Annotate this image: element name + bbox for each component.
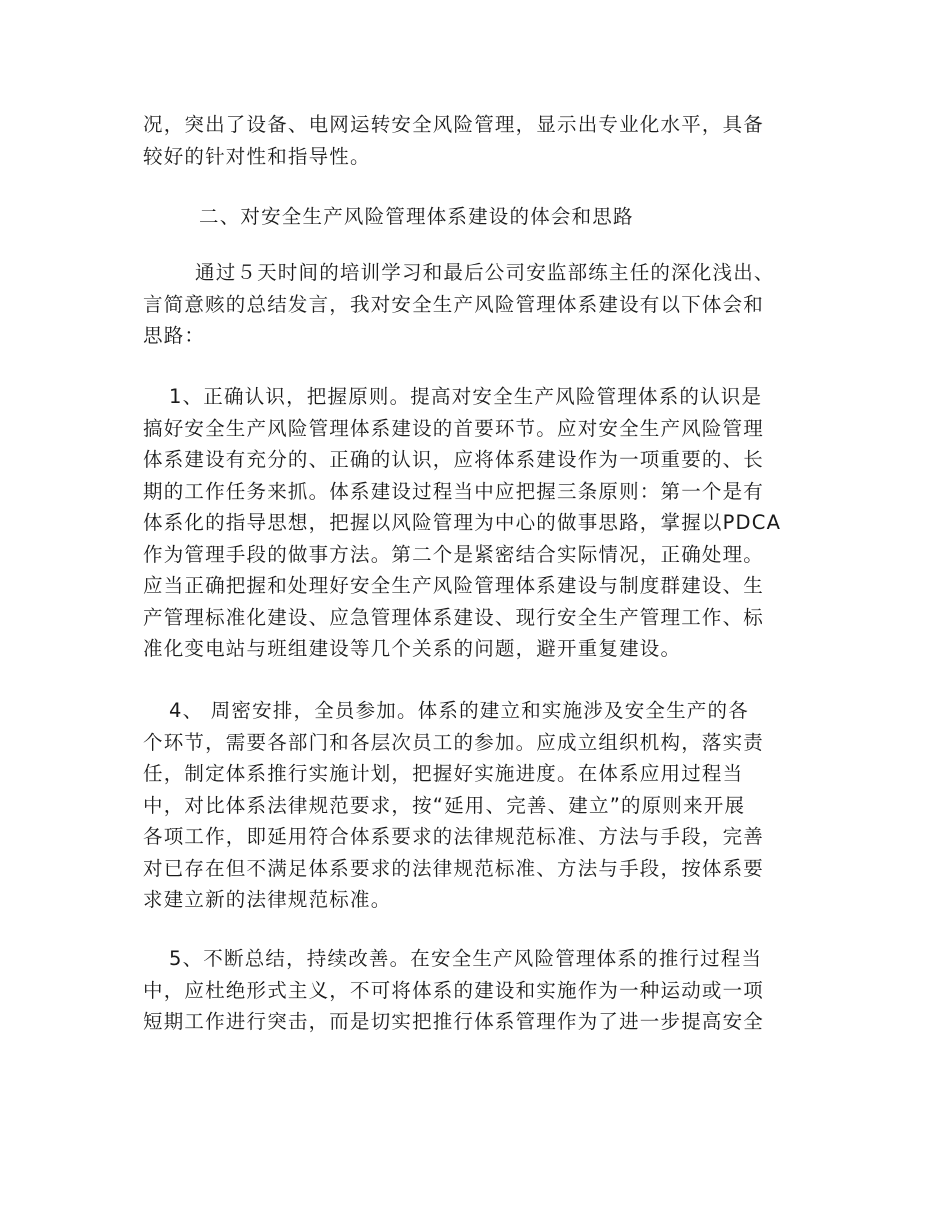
heading-text: 二、对安全生产风险管理体系建设的体会和思路 [199, 205, 634, 228]
text-line: 中，应杜绝形式主义，不可将体系的建设和实施作为一种运动或一项 [143, 978, 765, 1002]
text-line: 言简意赅的总结发言，我对安全生产风险管理体系建设有以下体会和 [143, 292, 765, 316]
text-line: 求建立新的法律规范标准。 [143, 888, 392, 911]
text-line: 短期工作进行突击，而是切实把推行体系管理作为了进一步提高安全 [143, 1010, 765, 1033]
paragraph-point-4 [143, 695, 813, 916]
text-line: 中，对比体系法律规范要求，按“延用、完善、建立”的原则来开展 [143, 793, 746, 817]
text-line: 对已存在但不满足体系要求的法律规范标准、方法与手段，按体系要 [143, 856, 765, 880]
text-line: 期的工作任务来抓。体系建设过程当中应把握三条原则：第一个是有 [143, 479, 765, 503]
text-line: 任，制定体系推行实施计划，把握好实施进度。在体系应用过程当 [143, 762, 744, 785]
text-line: 通过５天时间的培训学习和最后公司安监部练主任的深化浅出、 [195, 261, 775, 284]
text-line: 产管理标准化建设、应急管理体系建设、现行安全生产管理工作、标 [143, 605, 765, 629]
paragraph-continuation [143, 109, 813, 172]
text-line: 1、正确认识，把握原则。提高对安全生产风险管理体系的认识是 [169, 385, 763, 408]
text-line: 思路： [143, 324, 206, 347]
text-line: 作为管理手段的做事方法。第二个是紧密结合实际情况，正确处理。 [143, 542, 765, 566]
text-line: 体系建设有充分的、正确的认识，应将体系建设作为一项重要的、长 [143, 448, 765, 471]
text-line: 4、 周密安排，全员参加。体系的建立和实施涉及安全生产的各 [169, 699, 749, 722]
paragraph-point-5 [143, 943, 813, 1038]
text-line: 各项工作，即延用符合体系要求的法律规范标准、方法与手段，完善 [143, 825, 765, 848]
text-line: 况，突出了设备、电网运转安全风险管理，显示出专业化水平，具备 [143, 113, 765, 136]
text-line: 应当正确把握和处理好安全生产风险管理体系建设与制度群建设、生 [143, 574, 765, 597]
text-line: 个环节，需要各部门和各层次员工的参加。应成立组织机构，落实责 [143, 730, 765, 754]
section-heading [143, 201, 813, 233]
text-line: 准化变电站与班组建设等几个关系的问题，避开重复建设。 [143, 637, 682, 660]
text-line: 搞好安全生产风险管理体系建设的首要环节。应对安全生产风险管理 [143, 416, 765, 440]
text-line: 较好的针对性和指导性。 [143, 144, 371, 168]
text-line: 5、不断总结，持续改善。在安全生产风险管理体系的推行过程当 [169, 947, 763, 970]
paragraph-intro [143, 257, 813, 352]
text-line: 体系化的指导思想，把握以风险管理为中心的做事思路，掌握以PDCA [143, 511, 782, 534]
paragraph-point-1 [143, 381, 813, 665]
